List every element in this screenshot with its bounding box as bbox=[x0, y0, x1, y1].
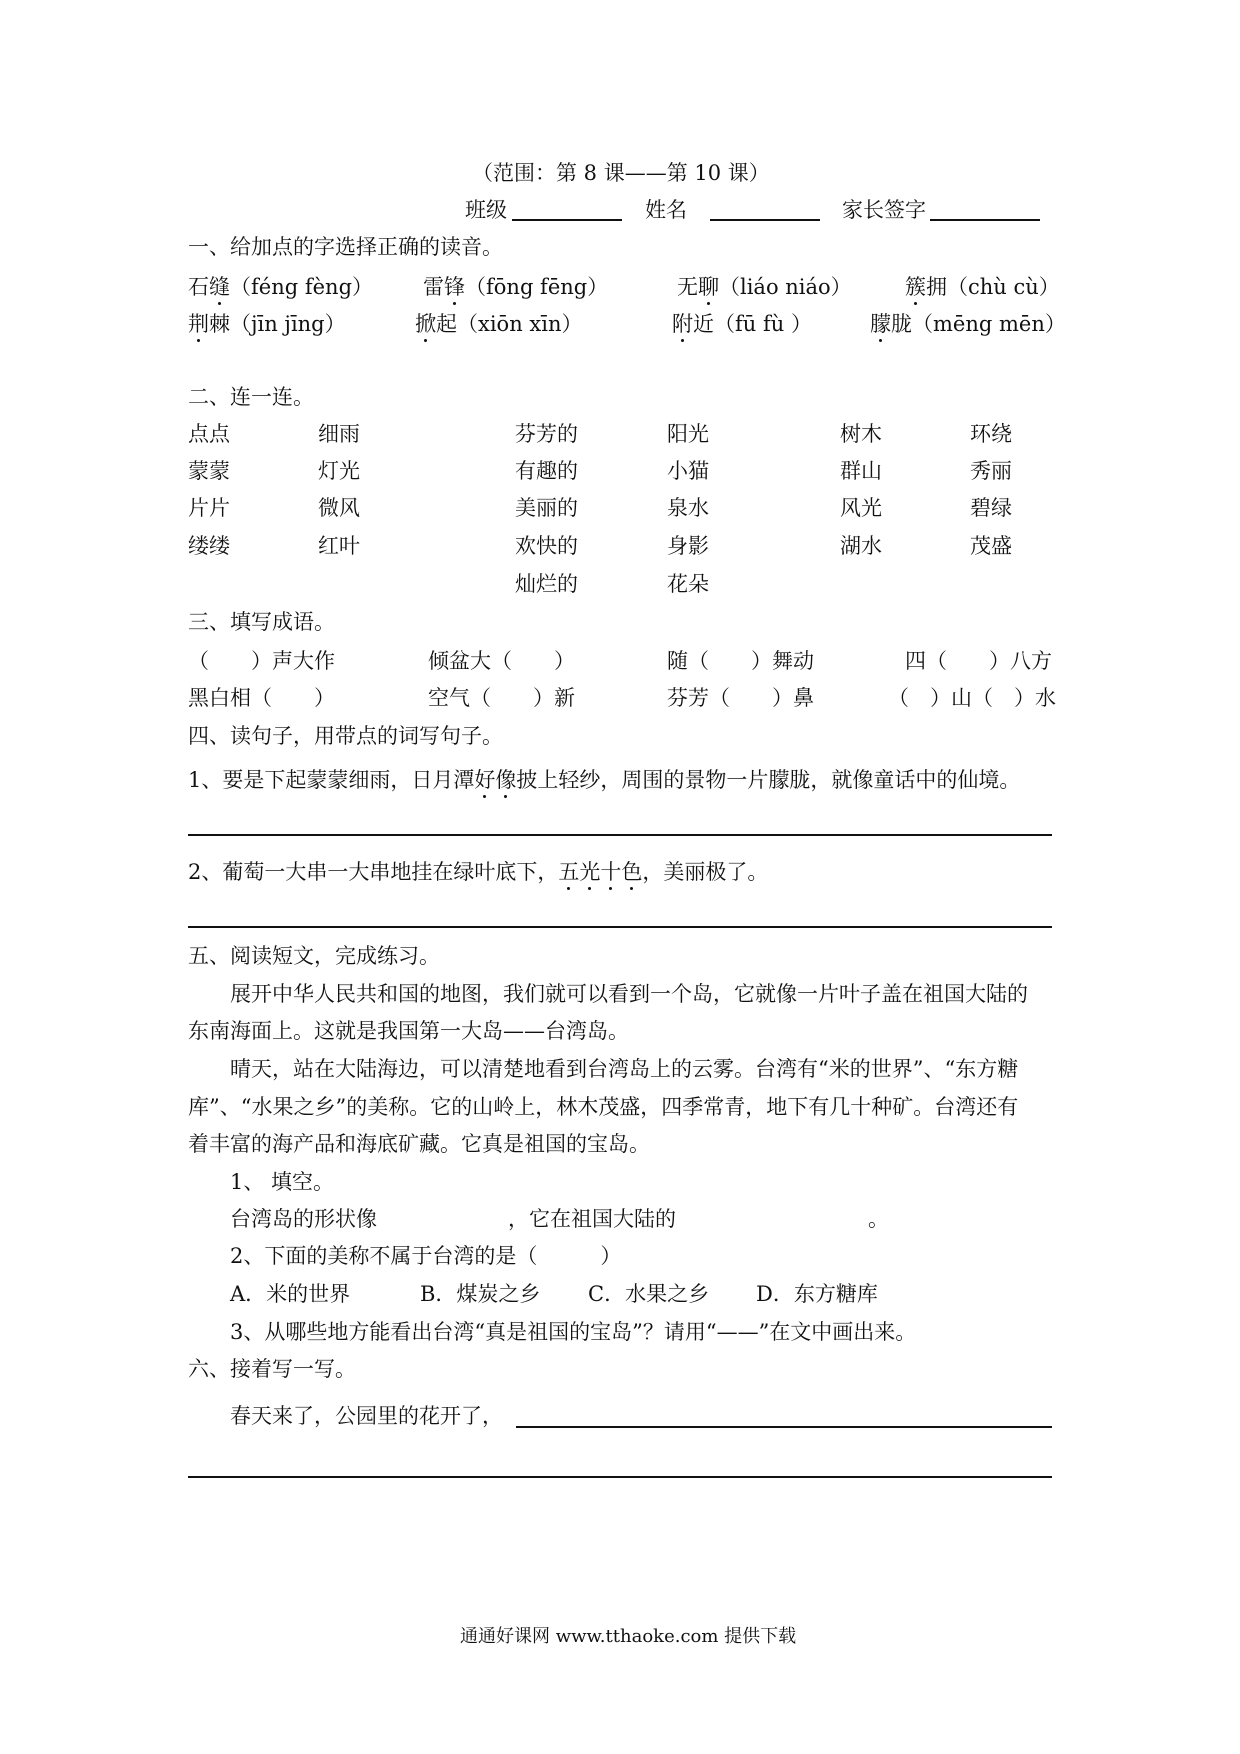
passage-line: 展开中华人民共和国的地图，我们就可以看到一个岛，它就像一片叶子盖在祖国大陆的 bbox=[230, 982, 1028, 1006]
dotted-char: 光 bbox=[579, 860, 601, 884]
dotted-char: 荆 bbox=[188, 312, 209, 336]
option-d[interactable]: D．东方糖库 bbox=[756, 1282, 878, 1306]
section-3-title: 三、填写成语。 bbox=[188, 610, 335, 634]
option-a[interactable]: A．米的世界 bbox=[230, 1282, 351, 1306]
fill-b: ，它在祖国大陆的 bbox=[508, 1207, 676, 1231]
section-6-title: 六、接着写一写。 bbox=[188, 1357, 356, 1381]
dotted-char: 聊 bbox=[698, 275, 719, 299]
pinyin-item: 雷锋（fōng fēng） bbox=[423, 275, 609, 299]
passage-line: 晴天，站在大陆海边，可以清楚地看到台湾岛上的云雾。台湾有“米的世界”、“东方糖 bbox=[230, 1057, 1019, 1081]
idiom-item: 随（ ）舞动 bbox=[667, 649, 814, 673]
pinyin-item: 荆棘（jīn jīng） bbox=[188, 312, 346, 336]
section-5-title: 五、阅读短文，完成练习。 bbox=[188, 944, 440, 968]
match-word-col6[interactable]: 茂盛 bbox=[970, 534, 1012, 558]
idiom-item: 芬芳（ ）鼻 bbox=[667, 686, 814, 710]
dotted-char: 簇 bbox=[905, 275, 926, 299]
answer-line-2[interactable] bbox=[188, 926, 1052, 928]
match-word-col3[interactable]: 美丽的 bbox=[515, 496, 578, 520]
sentence-2: 2、葡萄一大串一大串地挂在绿叶底下，五光十色，美丽极了。 bbox=[188, 860, 769, 884]
match-word-col5[interactable]: 树木 bbox=[840, 422, 882, 446]
dotted-char: 附 bbox=[672, 312, 693, 336]
passage-line: 着丰富的海产品和海底矿藏。它真是祖国的宝岛。 bbox=[188, 1132, 650, 1156]
class-label: 班级 bbox=[465, 198, 507, 222]
match-word-col4[interactable]: 花朵 bbox=[667, 572, 709, 596]
footer-credit: 通通好课网 www.tthaoke.com 提供下载 bbox=[460, 1626, 797, 1647]
idiom-item: 四（ ）八方 bbox=[905, 649, 1052, 673]
pinyin-item: 无聊（liáo niáo） bbox=[677, 275, 852, 299]
match-word-col6[interactable]: 秀丽 bbox=[970, 459, 1012, 483]
match-word-col3[interactable]: 欢快的 bbox=[515, 534, 578, 558]
option-c[interactable]: C．水果之乡 bbox=[588, 1282, 710, 1306]
continue-line-2[interactable] bbox=[188, 1476, 1052, 1478]
question-2: 2、下面的美称不属于台湾的是（ ） bbox=[230, 1244, 622, 1268]
idiom-item: 空气（ ）新 bbox=[428, 686, 575, 710]
match-word-col5[interactable]: 湖水 bbox=[840, 534, 882, 558]
pinyin-item: 朦胧（mēng mēn） bbox=[870, 312, 1066, 336]
parent-sign-blank[interactable] bbox=[930, 219, 1040, 221]
idiom-item: （ ）声大作 bbox=[188, 649, 335, 673]
match-word-col4[interactable]: 阳光 bbox=[667, 422, 709, 446]
match-word-col2[interactable]: 细雨 bbox=[318, 422, 360, 446]
continue-line-1[interactable] bbox=[516, 1426, 1052, 1428]
match-word-col3[interactable]: 灿烂的 bbox=[515, 572, 578, 596]
continue-prompt: 春天来了，公园里的花开了， bbox=[230, 1404, 503, 1428]
range-title: （范围：第 8 课——第 10 课） bbox=[472, 161, 770, 185]
match-word-col4[interactable]: 身影 bbox=[667, 534, 709, 558]
parent-sign-label: 家长签字 bbox=[842, 198, 926, 222]
match-word-col2[interactable]: 微风 bbox=[318, 496, 360, 520]
match-word-col4[interactable]: 小猫 bbox=[667, 459, 709, 483]
dotted-char: 十 bbox=[600, 860, 622, 884]
dotted-char: 朦 bbox=[870, 312, 891, 336]
fill-a: 台湾岛的形状像 bbox=[230, 1207, 377, 1231]
dotted-char: 掀 bbox=[415, 312, 436, 336]
match-word-col5[interactable]: 风光 bbox=[840, 496, 882, 520]
match-word-col6[interactable]: 碧绿 bbox=[970, 496, 1012, 520]
match-word-col2[interactable]: 灯光 bbox=[318, 459, 360, 483]
dotted-char: 好 bbox=[474, 768, 496, 792]
match-word-col3[interactable]: 有趣的 bbox=[515, 459, 578, 483]
pinyin-item: 石缝（féng fèng） bbox=[188, 275, 374, 299]
dotted-char: 色 bbox=[621, 860, 643, 884]
name-label: 姓名 bbox=[645, 198, 687, 222]
section-4-title: 四、读句子，用带点的词写句子。 bbox=[188, 724, 503, 748]
match-word-col1[interactable]: 片片 bbox=[188, 496, 230, 520]
dotted-char: 锋 bbox=[444, 275, 465, 299]
match-word-col1[interactable]: 点点 bbox=[188, 422, 230, 446]
passage-line: 库”、“水果之乡”的美称。它的山岭上，林木茂盛，四季常青，地下有几十种矿。台湾还有 bbox=[188, 1095, 1019, 1119]
passage-line: 东南海面上。这就是我国第一大岛——台湾岛。 bbox=[188, 1019, 629, 1043]
match-word-col1[interactable]: 蒙蒙 bbox=[188, 459, 230, 483]
match-word-col5[interactable]: 群山 bbox=[840, 459, 882, 483]
match-word-col3[interactable]: 芬芳的 bbox=[515, 422, 578, 446]
idiom-item: （ ）山（ ）水 bbox=[888, 686, 1056, 710]
question-3: 3、从哪些地方能看出台湾“真是祖国的宝岛”？请用“——”在文中画出来。 bbox=[230, 1320, 917, 1344]
name-blank[interactable] bbox=[710, 219, 820, 221]
pinyin-item: 簇拥（chù cù） bbox=[905, 275, 1060, 299]
dotted-char: 像 bbox=[495, 768, 517, 792]
answer-line-1[interactable] bbox=[188, 834, 1052, 836]
question-1: 1、 填空。 bbox=[230, 1170, 335, 1194]
idiom-item: 倾盆大（ ） bbox=[428, 649, 575, 673]
match-word-col1[interactable]: 缕缕 bbox=[188, 534, 230, 558]
match-word-col6[interactable]: 环绕 bbox=[970, 422, 1012, 446]
pinyin-item: 附近（fū fù ） bbox=[672, 312, 812, 336]
class-blank[interactable] bbox=[512, 219, 622, 221]
dotted-word bbox=[474, 768, 516, 792]
pinyin-item: 掀起（xiōn xīn） bbox=[415, 312, 583, 336]
fill-c: 。 bbox=[868, 1207, 889, 1231]
dotted-char: 五 bbox=[558, 860, 580, 884]
dotted-char: 缝 bbox=[209, 275, 230, 299]
option-b[interactable]: B．煤炭之乡 bbox=[420, 1282, 541, 1306]
match-word-col4[interactable]: 泉水 bbox=[667, 496, 709, 520]
section-1-title: 一、给加点的字选择正确的读音。 bbox=[188, 235, 503, 259]
dotted-word bbox=[558, 860, 642, 884]
section-2-title: 二、连一连。 bbox=[188, 385, 314, 409]
idiom-item: 黑白相（ ） bbox=[188, 686, 335, 710]
sentence-1: 1、要是下起蒙蒙细雨，日月潭好像披上轻纱，周围的景物一片朦胧，就像童话中的仙境。 bbox=[188, 768, 1021, 792]
match-word-col2[interactable]: 红叶 bbox=[318, 534, 360, 558]
